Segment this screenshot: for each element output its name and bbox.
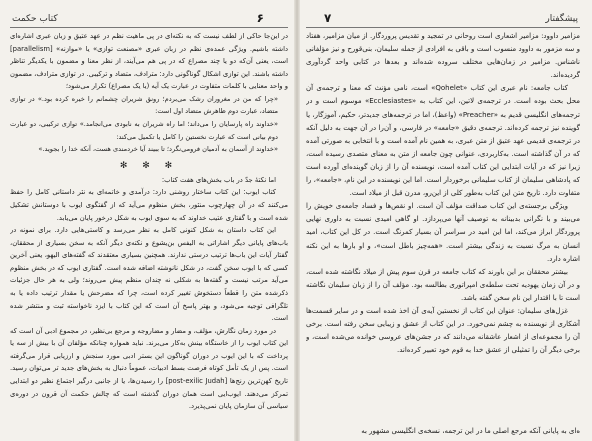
quote: «خداوند از آسمان به آدمیان فرومی‌نگرد؛ تا ببیند آیا خردمندی هست، آنکه خدا را بجوید.» (38, 145, 278, 154)
paragraph: بیشتر محققان بر این باورند که کتاب جامعه در قرن سوم پیش از میلاد نگاشته شده است، و در آن زمان یهودیه تحت سلطه‌ی امپراتوری بطالسه بود. مؤلف آن را از زبان سلیمان نگاشته است تا با اقتدار این نام سخن گفته باشد. (306, 267, 580, 302)
paragraph: در این‌جا حاکی از لطف نیست که به نکته‌ای در پی ماهیت نظم در عهد عتیق و زبان عبری اشاره‌ای داشته باشیم. ویژگی عمده‌ی نظم در زبان عبری «مصنعت توازی» یا «موازنه» [parallelism] است، یعنی آن‌که دو یا چند مصراع که در پی هم می‌آیند، از نظر معنا و مضمون با یکدیگر تناظر داشته باشند. این توازی اشکال گوناگونی دارد: مترادف، متضاد و ترکیبی. در توازی مترادف، مضمون و واحد معنایی با کلمات متفاوت در عبارت یک آیه (یا یک مصراع) تکرار می‌شود؛ (10, 32, 288, 91)
bottom-note: ه‌ای به پایانی آنکه مرجع اصلی ما در این ترجمه، نسخه‌ی انگلیسی مشهور به (361, 427, 580, 435)
header-rule (10, 27, 288, 28)
page-number: ۶ (256, 11, 264, 25)
page-number: ۷ (324, 11, 332, 25)
right-page-header (306, 10, 580, 26)
paragraph: مزامیر داوود: مزامیر اشعاری است روحانی در تمجید و تقدیس پروردگار. از میان مزامیر، هفتاد و سه مزمور به داوود منسوب است و باقی به افرادی از جمله سلیمان، بنی‌قورح و نیز مؤلفانی ناشناس. مزامیر در زمان‌هایی مختلف سروده شده‌اند و بعدها در کتابی واحد گردآوری گردیده‌اند. (306, 32, 580, 80)
paragraph: این کتاب داستان به شکل کنونی کامل به نظر می‌رسد و کاستی‌هایی دارد. برای نمونه در باب‌های پایانی دیگر اشاراتی به الیفس بن‌یشوع و نکته‌ی دیگر آنکه به سخن بسیاری از محققان، گفتار آیات این باب‌ها ترتیب درستی ندارند. همچنین بسیاری معتقدند که گفته‌های الیهو، یعنی آخرین کسی که با ایوب سخن گفت، در شکل نانوشته اضافه شده است. گفتاری ایوب که در بخش منظوم می‌آید مرتب نیست و گفته‌ها به شکلی نه چندان منظم پیش می‌روند؛ ولی به هر حال جزئیات ذکرشده متن را قطعاً دستخوش تغییر کرده است، چرا که مضرحش یا مقدار ترتیب داده یا به تلگرافی توجیه می‌شود، و بهتر پاسخ آن است که این کتاب با ایزد ناخواسته ثبت و منتشر شده است. (10, 226, 288, 323)
paragraph: کتاب ایوب: این کتاب ساختار روشنی دارد: درآمدی و خاتمه‌ای به نثر داستانی کامل را حفظ می‌کنند که در آن چهارچوب منثور، بخش منظوم می‌آید که از گفتگوی ایوب با دوستانش تشکیل شده است و با گفتاری عتیب خداوند که به سوی ایوب به شکل درخور پایان می‌یابد. (10, 188, 288, 222)
paragraph: غزل‌های سلیمان: عنوان این کتاب از نخستین آیه‌ی آن اخذ شده است و در سایر قسمت‌ها آشکاری از نویسنده به چشم نمی‌خورد. در این کتاب از عشق و زیبایی سخن رفته است. برخی آن را مجموعه‌ای از اشعار عاشقانه می‌دانند که در جشن‌های عروسی خوانده می‌شده است، و برخی دیگر آن را تمثیلی از عشق خدا به قوم خود تعبیر کرده‌اند. (306, 306, 580, 355)
running-title: کتاب حکمت (12, 14, 58, 24)
paragraph: ویژگی برجسته‌ی این کتاب صداقت مؤلف آن است. او نقص‌ها و فساد جامعه‌ی خویش را می‌بیند و با نگرانی بدبینانه به توصیف آنها می‌پردازد. او گاهی امیدی نسبت به داوری نهایی پروردگار ابراز می‌کند، اما این امید در سراسر آن بسیار کمرنگ است. در کل این کتاب، امید انسان به مرگ نسبت به زندگی بیشتر است. «همه‌چیز باطل است»، و او بارها به این نکته اشاره دارد. (306, 202, 580, 263)
right-page (298, 0, 592, 441)
quote: «چرا که من در مغروران رشک می‌بردم؛ رونق شریران چشمانم را خیره کرده بود.» در توازی متضاد، عبارت دوم ظاهرش متضاد اول است: (10, 94, 278, 116)
right-page-body (306, 30, 580, 357)
left-page-body (10, 30, 288, 413)
running-title: پیشگفتار (545, 14, 578, 24)
quote: «خداوند راه پارسایان را می‌داند؛ اما راه شریران به نابودی می‌انجامد.» توازی ترکیبی، دو عبارت دوم بیانی است که عبارت نخستین را کامل یا تکمیل می‌کند: (10, 120, 278, 141)
paragraph: در مورد زمان نگارش، مؤلف، و مضار و مضاروجه و مرجع بی‌نظیر، در مجموع ادبی آن است که این کتاب ایوب را از خاستگاه بینش به‌کار می‌برند. نباید همواره چنانکه مؤلفان آن با بیش از سه یا پرداخت که با این ایوب در دوران گوناگون این بستر ادبی مورد سنجش و ارزیابی قرار می‌گرفته است. پس از یک تأمل کوتاه فرصت بسط ادبیات، عموماً دنبال به بخش‌های جدید تر می‌توان رسید. تاریخ کهن‌ترین رنج‌ها [post-exilic Judah] را رسیدن‌ها، یا از جانبی درگیر اجتماع نظیر دو ابتدایی تمرکز می‌دهند. ایوب‌ایی است همان دوران گذشته است که چالش حکمت آن قرون در دوره‌ی سیاسی آن سازمان پایان نمی‌پذیرد. (10, 326, 288, 411)
paragraph: کتاب جامعه: نام عبری این کتاب «Qohelet» است، نامی مؤنث که معنا و ترجمه‌ی آن محل بحث بوده است. در ترجمه‌ی لاتین، این کتاب به «Ecclesiastes» موسوم است و در ترجمه‌های انگلیسی قدیم به «Preacher» (واعظ)، اما در ترجمه‌های جدیدتر، حکیم، آموزگار، یا گوینده نیز ترجمه کرده‌اند. ترجمه‌ی دقیق «جامعه» در فارسی، و آن‌را در آن جهت به دلیل آنکه در ترجمه‌ی قدیمی عهد عتیق از متن عبری، به همین نام آمده است و با انتخابی به صورتی آمده که در آن گذاشته است. به‌کاربردی، عنوانی چون جامعه از متن به معنای متصدی رسیده است، زیرا نیز که در آیات ابتدایی این کتاب آمده است، نویسنده آن را از زبان گوینده‌ای آورده است که پادشاهی سلیمان از کتاب سلیمانی برخوردار است. اما این نویسنده در این نام، «جامعه»، را متفاوت دارد. تاریخ متن این کتاب به‌طور کلی از این‌رو، مدرن قبل از میلاد است. (306, 84, 580, 198)
paragraph: اما نکتهٔ جدّ در باب بخش‌های هفت کتاب: (161, 175, 276, 184)
header-rule (306, 27, 580, 28)
left-page-header (10, 10, 288, 26)
section-separator: ✻ ✻ ✻ (119, 160, 179, 171)
